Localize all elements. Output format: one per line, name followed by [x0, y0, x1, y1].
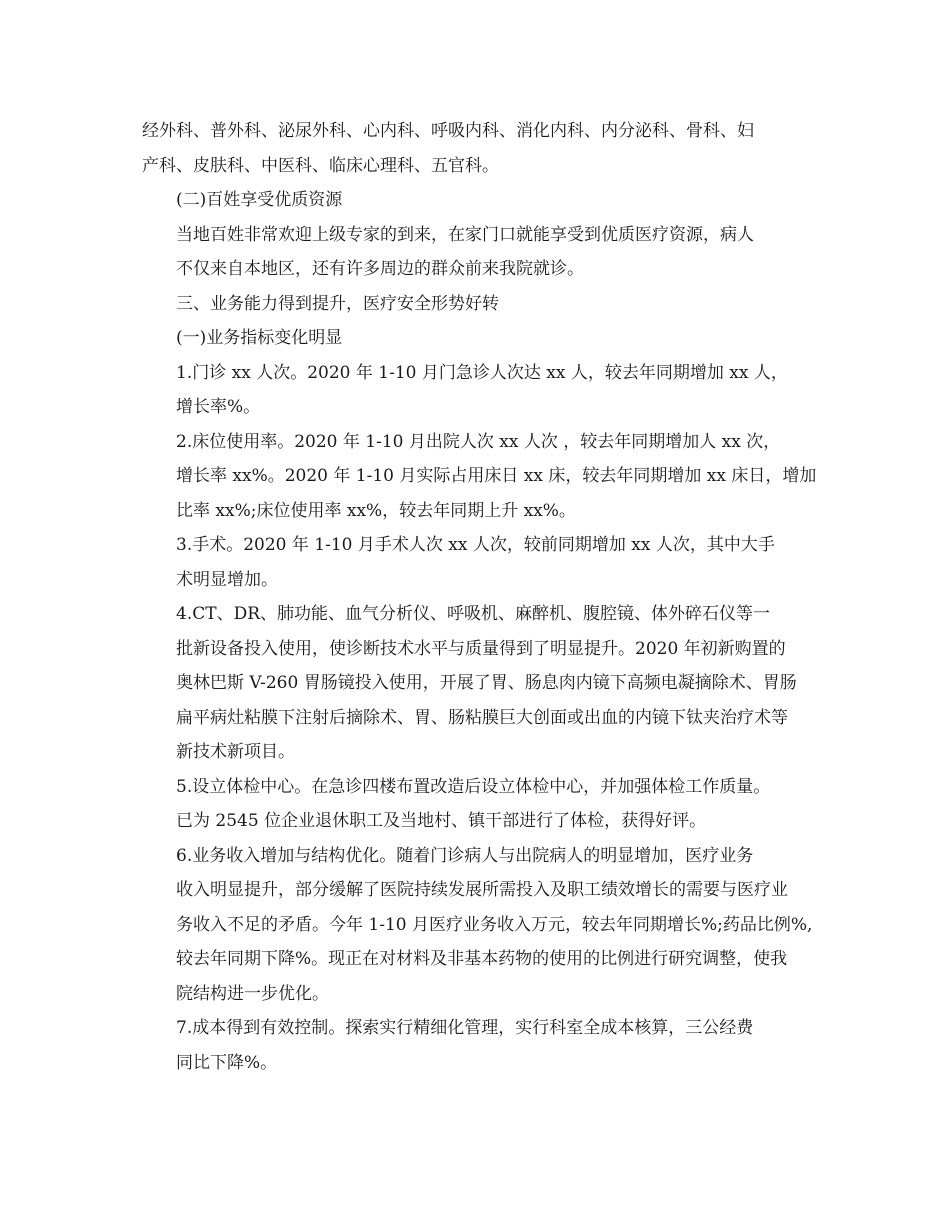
text-line: 已为 2545 位企业退休职工及当地村、镇干部进行了体检，获得好评。 — [176, 811, 707, 831]
paragraph-dept-list — [142, 114, 822, 183]
text-line: 产科、皮肤科、中医科、临床心理科、五官科。 — [142, 155, 499, 176]
text-line: 比率 xx%;床位使用率 xx%，较去年同期上升 xx%。 — [176, 500, 576, 521]
text-line: 较去年同期下降%。现正在对材料及非基本药物的使用的比例进行研究调整，使我 — [176, 949, 788, 969]
text-line: 收入明显提升，部分缓解了医院持续发展所需投入及职工绩效增长的需要与医疗业 — [176, 880, 788, 900]
text-line: 同比下降%。 — [176, 1052, 278, 1073]
text-line: 扁平病灶粘膜下注射后摘除术、胃、肠粘膜巨大创面或出血的内镜下钛夹治疗术等 — [176, 707, 788, 728]
paragraph-heading-3-1 — [142, 321, 822, 356]
text-line: 1.门诊 xx 人次。2020 年 1-10 月门急诊人次达 xx 人，较去年同期增加 xx 人， — [176, 362, 788, 383]
text-line: 术明显增加。 — [176, 569, 278, 590]
text-line: 5.设立体检中心。在急诊四楼布置改造后设立体检中心，并加强体检工作质量。 — [176, 776, 771, 797]
text-line: 奥林巴斯 V-260 胃肠镜投入使用，开展了胃、肠息肉内镜下高频电凝摘除术、胃肠 — [176, 673, 797, 693]
text-line: 不仅来自本地区，还有许多周边的群众前来我院就诊。 — [176, 259, 584, 279]
text-line: 增长率%。 — [176, 397, 261, 417]
paragraph-item-5 — [142, 770, 822, 839]
paragraph-item-1 — [142, 356, 822, 425]
text-line: 3.手术。2020 年 1-10 月手术人次 xx 人次，较前同期增加 xx 人次，其中大手 — [176, 535, 775, 555]
text-line: 批新设备投入使用，使诊断技术水平与质量得到了明显提升。2020 年初新购置的 — [176, 638, 786, 659]
text-line: 三、业务能力得到提升，医疗安全形势好转 — [176, 293, 499, 314]
paragraph-item-3 — [142, 528, 822, 597]
text-line: (一)业务指标变化明显 — [176, 328, 343, 348]
text-line: 经外科、普外科、泌尿外科、心内科、呼吸内科、消化内科、内分泌科、骨科、妇 — [142, 121, 754, 141]
document-body — [142, 114, 822, 1080]
paragraph-heading-2-2 — [142, 183, 822, 218]
text-line: 新技术新项目。 — [176, 742, 295, 762]
text-line: (二)百姓享受优质资源 — [176, 190, 343, 210]
paragraph-para-residents — [142, 218, 822, 287]
text-line: 7.成本得到有效控制。探索实行精细化管理，实行科室全成本核算，三公经费 — [176, 1018, 754, 1038]
paragraph-item-7 — [142, 1011, 822, 1080]
text-line: 院结构进一步优化。 — [176, 983, 329, 1004]
paragraph-heading-3 — [142, 287, 822, 322]
text-line: 2.床位使用率。2020 年 1-10 月出院人次 xx 人次 ，较去年同期增加人 xx 次， — [176, 431, 781, 452]
text-line: 增长率 xx%。2020 年 1-10 月实际占用床日 xx 床，较去年同期增加 xx 床日，增加 — [176, 466, 817, 486]
text-line: 4.CT、DR、肺功能、血气分析仪、呼吸机、麻醉机、腹腔镜、体外碎石仪等一 — [176, 604, 770, 624]
text-line: 务收入不足的矛盾。今年 1-10 月医疗业务收入万元，较去年同期增长%;药品比例%, — [176, 914, 813, 935]
text-line: 6.业务收入增加与结构优化。随着门诊病人与出院病人的明显增加，医疗业务 — [176, 845, 754, 866]
paragraph-item-2 — [142, 425, 822, 529]
paragraph-item-4 — [142, 597, 822, 770]
paragraph-item-6 — [142, 839, 822, 1012]
text-line: 当地百姓非常欢迎上级专家的到来，在家门口就能享受到优质医疗资源，病人 — [176, 224, 754, 245]
